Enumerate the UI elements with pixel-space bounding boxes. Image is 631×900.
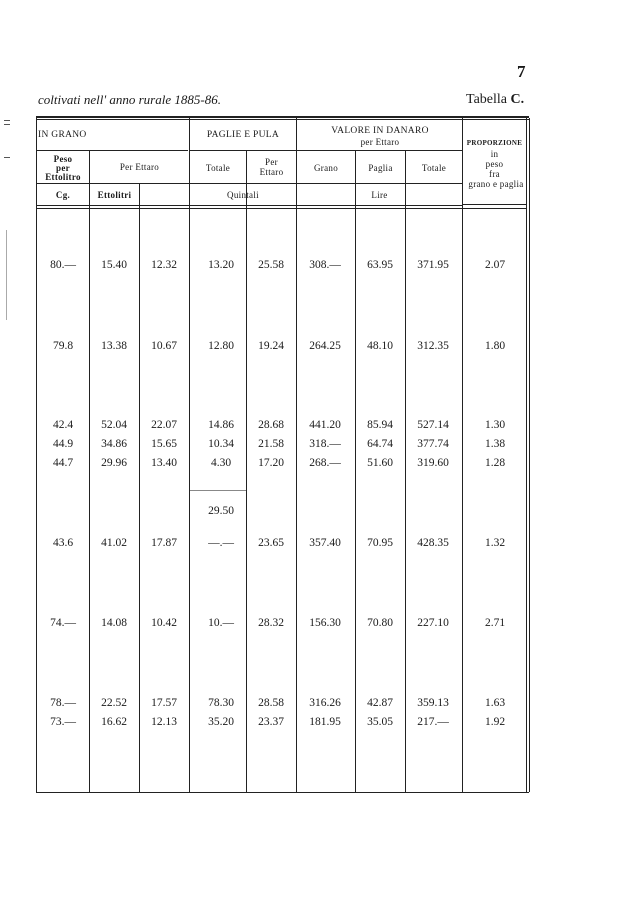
table-cell: 1.28 [484, 457, 506, 469]
table-label [466, 92, 524, 108]
page-number: 7 [517, 62, 526, 81]
table-cell: 428.35 [417, 537, 449, 549]
table-cell: 14.86 [208, 419, 234, 431]
table-cell: 227.10 [417, 617, 449, 629]
table-cell: 43.6 [52, 537, 74, 549]
table-cell: 2.71 [484, 617, 506, 629]
table-cell: 12.32 [151, 259, 177, 271]
table-cell: 377.74 [417, 438, 449, 450]
table-cell: 80.— [50, 259, 76, 271]
table-cell: 79.8 [52, 340, 74, 352]
table-cell: 25.58 [258, 259, 284, 271]
table-cell: 41.02 [101, 537, 127, 549]
table-cell: 13.40 [151, 457, 177, 469]
table-cell: 1.32 [484, 537, 506, 549]
header-peso-ettolitro: Ettolitro [45, 172, 81, 182]
header-proporzione: PROPORZIONE [466, 139, 523, 147]
table-cell: 1.92 [484, 716, 506, 728]
table-cell: 17.57 [151, 697, 177, 709]
header-proporzione-2: in [490, 149, 499, 159]
table-cell: 10.67 [151, 340, 177, 352]
table-cell: 74.— [50, 617, 76, 629]
header-proporzione-5: grano e paglia [468, 179, 524, 189]
header-valore-sub: per Ettaro [360, 137, 400, 147]
unit-lire: Lire [371, 190, 388, 200]
header-per: Per [265, 157, 278, 167]
table-cell: 15.65 [151, 438, 177, 450]
table-cell: 268.— [309, 457, 341, 469]
table-cell: 16.62 [101, 716, 127, 728]
table-cell: 217.— [417, 716, 449, 728]
table-cell: 1.80 [484, 340, 506, 352]
table-cell: 10.42 [151, 617, 177, 629]
table-cell: 17.20 [258, 457, 284, 469]
table-cell: 181.95 [309, 716, 341, 728]
header-valore: VALORE IN DANARO [331, 126, 429, 136]
table-cell: 64.74 [367, 438, 393, 450]
table-cell: 63.95 [367, 259, 393, 271]
table-cell: 78.30 [208, 697, 234, 709]
table-cell: 1.38 [484, 438, 506, 450]
table-cell: 23.65 [258, 537, 284, 549]
table-cell: 70.95 [367, 537, 393, 549]
header-paglia: Paglia [368, 163, 393, 173]
table-cell: 34.86 [101, 438, 127, 450]
table-cell: 371.95 [417, 259, 449, 271]
table-cell: 441.20 [309, 419, 341, 431]
header-peso: Peso [53, 154, 73, 164]
table-cell: 44.9 [52, 438, 74, 450]
table-cell: 13.38 [101, 340, 127, 352]
unit-ettolitri: Ettolitri [97, 190, 132, 200]
margin-mark [4, 124, 10, 125]
table-cell: 264.25 [309, 340, 341, 352]
table-cell: 316.26 [309, 697, 341, 709]
table-cell: 10.— [208, 617, 234, 629]
margin-mark [6, 230, 7, 320]
header-totale-paglie: Totale [205, 163, 231, 173]
table-cell: 48.10 [367, 340, 393, 352]
header-proporzione-3: peso [485, 159, 504, 169]
header-peso-per: per [56, 163, 70, 173]
header-grano: Grano [314, 163, 338, 173]
table-cell: 319.60 [417, 457, 449, 469]
table-cell: 1.30 [484, 419, 506, 431]
table-cell: 78.— [50, 697, 76, 709]
table-cell: 527.14 [417, 419, 449, 431]
table-cell: 17.87 [151, 537, 177, 549]
table-cell: 156.30 [309, 617, 341, 629]
table-cell: 12.80 [208, 340, 234, 352]
margin-mark [4, 120, 10, 121]
table-cell: 35.05 [367, 716, 393, 728]
header-totale-valore: Totale [421, 163, 447, 173]
table-cell: 1.63 [484, 697, 506, 709]
table-cell: 308.— [309, 259, 341, 271]
table-cell: 51.60 [367, 457, 393, 469]
table-cell: 35.20 [208, 716, 234, 728]
table-cell: 29.50 [208, 505, 234, 517]
table-cell: 70.80 [367, 617, 393, 629]
running-header: coltivati nell' anno rurale 1885-86. [38, 92, 221, 107]
table-cell: 73.— [50, 716, 76, 728]
table-cell: 52.04 [101, 419, 127, 431]
table-cell: 22.52 [101, 697, 127, 709]
table-cell: 19.24 [258, 340, 284, 352]
table-cell: 318.— [309, 438, 341, 450]
table-cell: 44.7 [52, 457, 74, 469]
header-per-ettaro: Per Ettaro [119, 162, 160, 172]
table-cell: 14.08 [101, 617, 127, 629]
table-letter: C. [510, 92, 525, 107]
header-ettaro: Ettaro [259, 167, 284, 177]
table-cell: 23.37 [258, 716, 284, 728]
table-cell: 42.87 [367, 697, 393, 709]
table-cell: 4.30 [210, 457, 232, 469]
table-cell: 357.40 [309, 537, 341, 549]
table-label-prefix: Tabella [466, 92, 511, 107]
table-cell: 28.32 [258, 617, 284, 629]
header-proporzione-4: fra [489, 169, 500, 179]
table-cell: 312.35 [417, 340, 449, 352]
table-cell: 13.20 [208, 259, 234, 271]
unit-quintali: Quintali [227, 190, 259, 200]
table-cell: 2.07 [484, 259, 506, 271]
table-cell: 28.58 [258, 697, 284, 709]
table-cell: 10.34 [208, 438, 234, 450]
unit-cg: Cg. [55, 190, 71, 200]
table-cell: —.— [208, 537, 234, 549]
table-cell: 21.58 [258, 438, 284, 450]
table-cell: 359.13 [417, 697, 449, 709]
table-cell: 12.13 [151, 716, 177, 728]
table-cell: 85.94 [367, 419, 393, 431]
header-in-grano: IN GRANO [38, 130, 87, 140]
table-cell: 29.96 [101, 457, 127, 469]
table-cell: 42.4 [52, 419, 74, 431]
table-cell: 28.68 [258, 419, 284, 431]
margin-mark [4, 157, 10, 158]
table-cell: 15.40 [101, 259, 127, 271]
table-cell: 22.07 [151, 419, 177, 431]
header-paglie-e-pula: PAGLIE E PULA [206, 130, 280, 140]
